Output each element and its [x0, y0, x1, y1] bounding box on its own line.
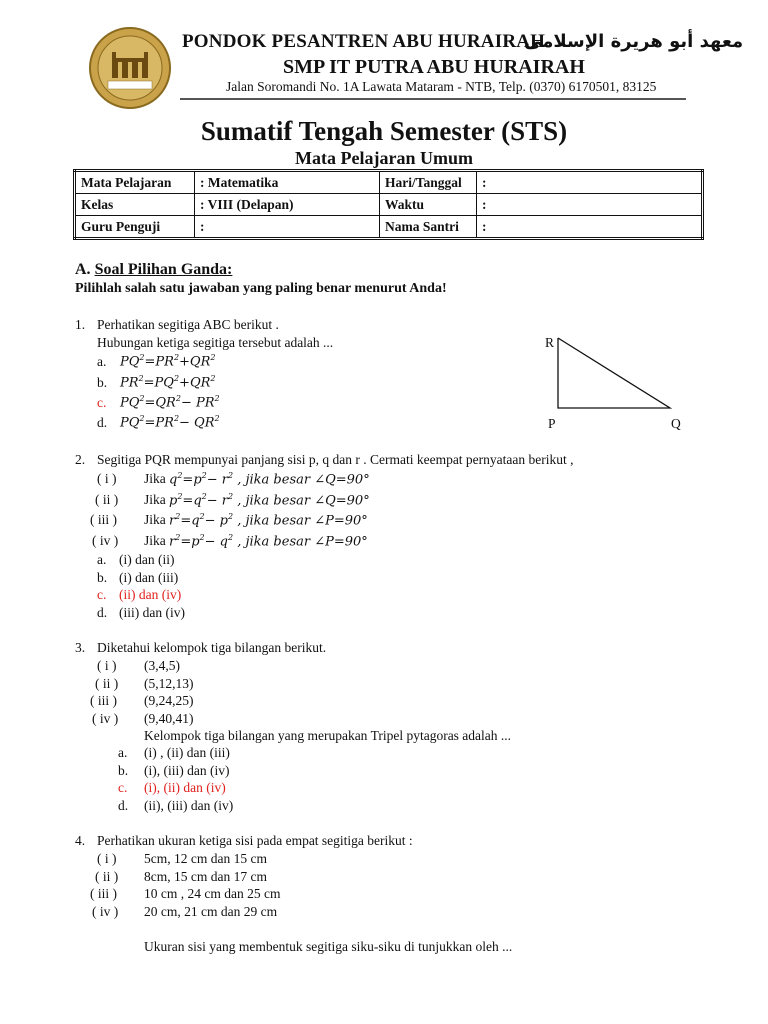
statement-math: $q^2=p^2- r^2$ , jika besar ∠Q=90° [169, 471, 370, 488]
option-text: (i), (iii) dan (iv) [144, 763, 230, 778]
question-prompt: Ukuran sisi yang membentuk segitiga siku-siku di tunjukkan oleh ... [144, 939, 513, 954]
option-math: $PQ^2=PR^2- QR^2$ [120, 414, 220, 431]
school-logo [88, 26, 172, 110]
section-title: Soal Pilihan Ganda: [94, 261, 233, 278]
option-math: $PQ^2=QR^2- PR^2$ [120, 394, 220, 411]
school-address: Jalan Soromandi No. 1A Lawata Mataram - NTB, Telp. (0370) 6170501, 83125 [226, 79, 657, 94]
item-value: 20 cm, 21 cm dan 29 cm [144, 904, 278, 919]
statement-jika: Jika [144, 471, 166, 486]
info-row [75, 216, 703, 239]
statement-roman: ( iv ) [92, 533, 119, 548]
question-text: Perhatikan segitiga ABC berikut . [97, 317, 279, 332]
option-text: (ii), (iii) dan (iv) [144, 798, 234, 813]
option-letter: a. [97, 354, 107, 369]
item-value: (9,40,41) [144, 711, 194, 726]
question-text: Segitiga PQR mempunyai panjang sisi p, q dan r . Cermati keempat pernyataan berikut , [97, 452, 574, 467]
option-text: (i) , (ii) dan (iii) [144, 745, 230, 760]
question-number: 1. [75, 317, 86, 332]
option-letter-answer: c. [97, 395, 107, 410]
option-letter: b. [97, 375, 108, 390]
info-label: Waktu [380, 194, 477, 216]
item-value: (3,4,5) [144, 658, 180, 673]
statement-jika: Jika [144, 533, 166, 548]
question-text-2: Hubungan ketiga segitiga tersebut adalah ... [97, 335, 334, 350]
info-label: Mata Pelajaran [75, 171, 195, 194]
statement-roman: ( iii ) [90, 512, 117, 527]
info-value: : [195, 216, 380, 239]
option-letter-answer: c. [118, 780, 128, 795]
option-text: (i) dan (ii) [119, 552, 175, 567]
info-value: : VIII (Delapan) [195, 194, 380, 216]
option-text-answer: (i), (ii) dan (iv) [144, 780, 226, 795]
option-letter-answer: c. [97, 587, 107, 602]
info-label: Hari/Tanggal [380, 171, 477, 194]
option-text: (i) dan (iii) [119, 570, 179, 585]
info-row [75, 171, 703, 194]
option-letter: d. [97, 605, 108, 620]
info-row [75, 194, 703, 216]
question-prompt: Kelompok tiga bilangan yang merupakan Tripel pytagoras adalah ... [144, 728, 512, 743]
vertex-label-q: Q [671, 416, 681, 431]
info-label: Guru Penguji [75, 216, 195, 239]
option-text: (iii) dan (iv) [119, 605, 185, 620]
school-name-arabic: معهد أبو هريرة الإسلامى [524, 31, 744, 52]
item-value: 10 cm , 24 cm dan 25 cm [144, 886, 281, 901]
option-letter: b. [97, 570, 108, 585]
school-subtitle: SMP IT PUTRA ABU HURAIRAH [283, 56, 585, 78]
statement-roman: ( ii ) [95, 492, 119, 507]
item-value: 5cm, 12 cm dan 15 cm [144, 851, 267, 866]
vertex-label-r: R [545, 335, 555, 350]
triangle-shape [558, 338, 670, 408]
statement-math: $r^2=p^2- q^2$ , jika besar ∠P=90° [169, 533, 368, 550]
option-math: $PQ^2=PR^2+QR^2$ [120, 353, 216, 370]
item-roman: ( iv ) [92, 711, 119, 726]
item-roman: ( iii ) [90, 886, 117, 901]
statement-roman: ( i ) [97, 471, 117, 486]
info-value: : [477, 171, 703, 194]
info-value: : [477, 216, 703, 239]
section-letter: A. [75, 261, 91, 278]
question-number: 3. [75, 640, 86, 655]
info-label: Kelas [75, 194, 195, 216]
exam-title: Sumatif Tengah Semester (STS) [200, 116, 568, 146]
item-roman: ( iii ) [90, 693, 117, 708]
question-text: Perhatikan ukuran ketiga sisi pada empat segitiga berikut : [97, 833, 413, 848]
item-roman: ( ii ) [95, 869, 119, 884]
statement-math: $r^2=q^2- p^2$ , jika besar ∠P=90° [169, 512, 368, 529]
item-value: (5,12,13) [144, 676, 194, 691]
option-letter: a. [118, 745, 128, 760]
section-instruction: Pilihlah salah satu jawaban yang paling benar menurut Anda! [75, 281, 447, 296]
school-name: PONDOK PESANTREN ABU HURAIRAH [182, 31, 546, 52]
info-value: : Matematika [195, 171, 380, 194]
item-value: 8cm, 15 cm dan 17 cm [144, 869, 267, 884]
info-label: Nama Santri [380, 216, 477, 239]
item-roman: ( iv ) [92, 904, 119, 919]
statement-jika: Jika [144, 512, 166, 527]
info-value: : [477, 194, 703, 216]
item-roman: ( ii ) [95, 676, 119, 691]
info-table [73, 169, 704, 240]
statement-math: $p^2=q^2- r^2$ , jika besar ∠Q=90° [169, 492, 370, 509]
option-letter: a. [97, 552, 107, 567]
section-heading [75, 261, 232, 279]
option-math: $PR^2=PQ^2+QR^2$ [120, 374, 216, 391]
item-roman: ( i ) [97, 658, 117, 673]
header-divider [180, 98, 686, 100]
item-roman: ( i ) [97, 851, 117, 866]
option-letter: d. [97, 415, 108, 430]
exam-subtitle: Mata Pelajaran Umum [295, 148, 473, 168]
question-number: 2. [75, 452, 86, 467]
option-text-answer: (ii) dan (iv) [119, 587, 182, 602]
question-number: 4. [75, 833, 86, 848]
question-text: Diketahui kelompok tiga bilangan berikut. [97, 640, 327, 655]
vertex-label-p: P [548, 416, 556, 431]
statement-jika: Jika [144, 492, 166, 507]
item-value: (9,24,25) [144, 693, 194, 708]
option-letter: d. [118, 798, 129, 813]
option-letter: b. [118, 763, 129, 778]
